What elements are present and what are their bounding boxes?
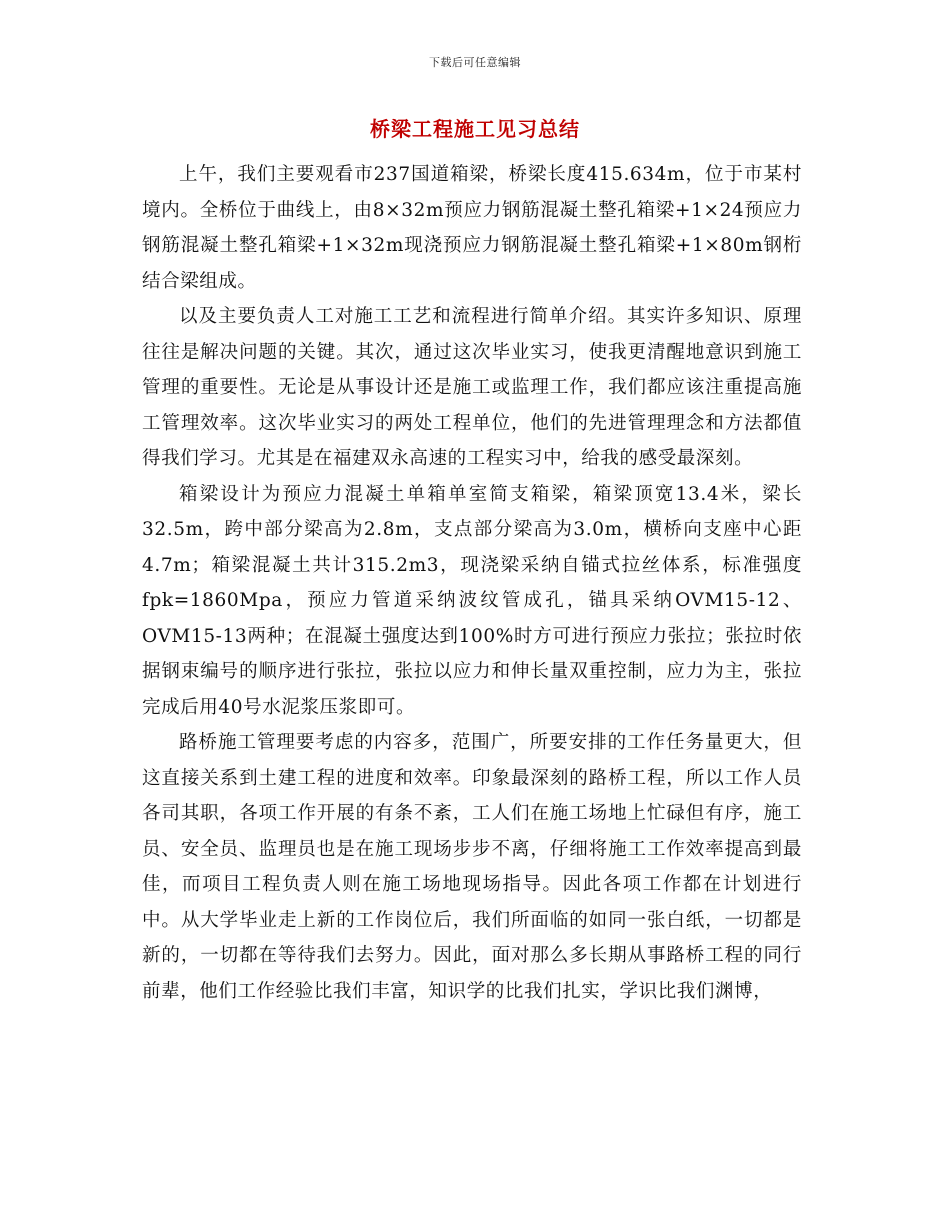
paragraph-2: 以及主要负责人工对施工工艺和流程进行简单介绍。其实许多知识、原理往往是解决问题的关键。其次，通过这次毕业实习，使我更清醒地意识到施工管理的重要性。无论是从事设计还是施工或监理工作，我们都应该注重提高施工管理效率。这次毕业实习的两处工程单位，他们的先进管理理念和方法都值得我们学习。尤其是在福建双永高速的工程实习中，给我的感受最深刻。 (142, 306, 802, 469)
page-header-note: 下载后可任意编辑 (429, 56, 521, 69)
paragraph-3: 箱梁设计为预应力混凝土单箱单室简支箱梁，箱梁顶宽13.4米，梁长32.5m，跨中部分梁高为2.8m，支点部分梁高为3.0m，横桥向支座中心距4.7m；箱梁混凝土共计315.2m3，现浇梁采纳自锚式拉丝体系，标准强度fpk=1860Mpa，预应力管道采纳波纹管成孔，锚具采纳OVM15-12、OVM15-13两种；在混凝土强度达到100%时方可进行预应力张拉；张拉时依据钢束编号的顺序进行张拉，张拉以应力和伸长量双重控制，应力为主，张拉完成后用40号水泥浆压浆即可。 (142, 483, 802, 718)
paragraph-4: 路桥施工管理要考虑的内容多，范围广，所要安排的工作任务量更大，但这直接关系到土建工程的进度和效率。印象最深刻的路桥工程，所以工作人员各司其职，各项工作开展的有条不紊，工人们在施工场地上忙碌但有序，施工员、安全员、监理员也是在施工现场步步不离，仔细将施工工作效率提高到最佳，而项目工程负责人则在施工场地现场指导。因此各项工作都在计划进行中。从大学毕业走上新的工作岗位后，我们所面临的如同一张白纸，一切都是新的，一切都在等待我们去努力。因此，面对那么多长期从事路桥工程的同行前辈，他们工作经验比我们丰富，知识学的比我们扎实，学识比我们渊博， (142, 732, 802, 1002)
document-title: 桥梁工程施工见习总结 (370, 117, 580, 141)
document-body (142, 157, 802, 1009)
paragraph-1: 上午，我们主要观看市237国道箱梁，桥梁长度415.634m，位于市某村境内。全桥位于曲线上，由8×32m预应力钢筋混凝土整孔箱梁+1×24预应力钢筋混凝土整孔箱梁+1×32m现浇预应力钢筋混凝土整孔箱梁+1×80m钢桁结合梁组成。 (142, 164, 802, 292)
